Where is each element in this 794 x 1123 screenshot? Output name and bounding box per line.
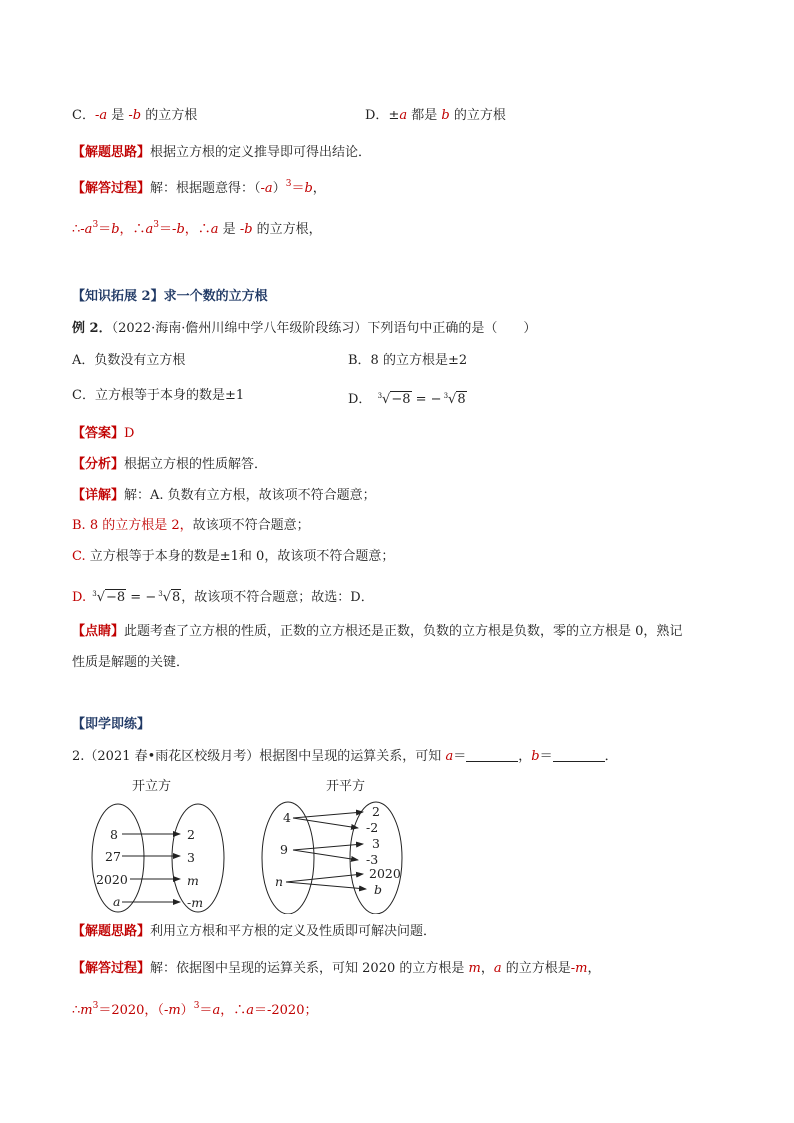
right-input-1: 4	[283, 810, 291, 825]
option-a: A．负数没有立方根	[72, 353, 186, 368]
remark-line-1: 【点睛】此题考查了立方根的性质，正数的立方根还是正数，负数的立方根是负数，零的立方根是 0，熟记	[72, 624, 683, 639]
cube-root-expression: $^3$√−8	[377, 392, 411, 407]
left-output-2: 3	[187, 850, 195, 865]
example-2-question: 例 2．（2022·海南·儋州川绵中学八年级阶段练习）下列语句中正确的是（ ）	[72, 321, 537, 336]
option-d: D．±a 都是 b 的立方根	[365, 108, 506, 123]
right-input-3: n	[275, 874, 284, 889]
right-output-4: -3	[366, 852, 379, 867]
answer-blank-a[interactable]	[466, 749, 518, 762]
solution-idea: 【解题思路】根据立方根的定义推导即可得出结论．	[72, 145, 372, 160]
detail-line-1: 【详解】解：A. 负数有立方根，故该项不符合题意；	[72, 488, 376, 503]
mapping-diagram	[80, 772, 420, 914]
left-input-4: a	[113, 894, 121, 909]
cube-root-expression: $^3$√−8	[92, 590, 126, 605]
detail-line-4: D. $^3$√−8 = − $^3$√8，故该项不符合题意；故选：D．	[72, 586, 374, 606]
right-output-1: 2	[372, 804, 380, 819]
analysis-line: 【分析】根据立方根的性质解答．	[72, 457, 268, 472]
practice-solution-conclusion: $\therefore m^3=2020$，$(-m)^3=a$，∴a＝-2020；	[72, 1001, 318, 1018]
practice-solution-idea: 【解题思路】利用立方根和平方根的定义及性质即可解决问题．	[72, 924, 437, 939]
solution-process: 【解答过程】解：根据题意得：$(-a)^3=b$，	[72, 179, 326, 196]
left-output-4: -m	[187, 895, 204, 910]
option-c-ext: C．立方根等于本身的数是±1	[72, 388, 245, 403]
fig-left-title: 开立方	[132, 779, 172, 794]
answer-blank-b[interactable]	[553, 749, 605, 762]
cube-root-expression: $^3$√8	[443, 392, 466, 407]
detail-line-2: B. 8 的立方根是 2，故该项不符合题意；	[72, 518, 310, 533]
left-input-2: 27	[105, 849, 121, 864]
solution-conclusion: $\therefore-a^3=b$，$\therefore a^3=-b$，∴a 是 -b 的立方根，	[72, 220, 322, 237]
option-b: B．8 的立方根是±2	[348, 353, 468, 368]
cube-root-expression: $^3$√8	[158, 590, 181, 605]
left-output-3: m	[187, 873, 199, 888]
section-title-extension-2: 【知识拓展 2】求一个数的立方根	[72, 289, 268, 304]
practice-question: 2.（2021 春•雨花区校级月考）根据图中呈现的运算关系，可知 a＝ ，b＝ ．	[72, 749, 618, 764]
fig-right-title: 开平方	[326, 779, 366, 794]
option-c: C．-a 是 -b 的立方根	[72, 108, 198, 123]
right-output-2: -2	[366, 820, 379, 835]
practice-solution-process: 【解答过程】解：依据图中呈现的运算关系，可知 2020 的立方根是 m，a 的立方根是-m，	[72, 961, 601, 976]
option-d-ext: D． $^3$√−8 = − $^3$√8	[348, 388, 467, 408]
right-output-6: b	[374, 882, 383, 897]
remark-line-2: 性质是解题的关键．	[72, 655, 190, 670]
answer-line: 【答案】D	[72, 426, 135, 441]
left-input-1: 8	[110, 827, 118, 842]
section-title-practice: 【即学即练】	[72, 717, 151, 732]
right-input-2: 9	[280, 842, 288, 857]
right-output-3: 3	[372, 836, 380, 851]
left-input-3: 2020	[96, 872, 128, 887]
right-output-5: 2020	[369, 866, 401, 881]
detail-line-3: C. 立方根等于本身的数是±1和 0，故该项不符合题意；	[72, 549, 395, 564]
left-output-1: 2	[187, 827, 195, 842]
